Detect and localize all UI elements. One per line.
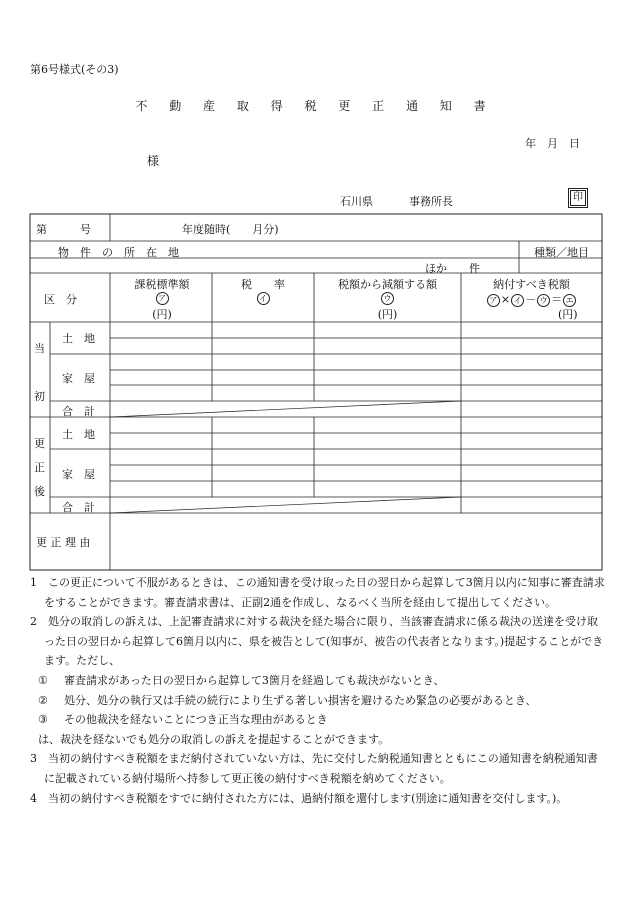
circled-a: ア [156, 292, 169, 305]
original-label-2: 初 [34, 390, 45, 403]
number-label: 第 号 [36, 223, 91, 236]
original-label-1: 当 [34, 342, 45, 355]
division-label: 区 分 [44, 293, 77, 306]
note-2: 2 処分の取消しの訴えは、上記審査請求に対する裁決を経た場合に限り、当該審査請求に係る裁決の送達を受け取った日の翌日から起算して6箇月以内に、県を被告として(知事が、被告の代表者となります。)提起することができます。ただし、 [30, 615, 604, 668]
col-tax-base-symbol [114, 291, 210, 305]
col-payable-label: 納付すべき税額 [493, 278, 570, 291]
note-1: 1 この更正について不服があるときは、この通知書を受け取った日の翌日から起算して3箇月以内に知事に審査請求をすることができます。審査請求書は、正副2通を作成し、なるべく当所を経由して提出してください。 [30, 576, 605, 609]
correction-reason-label: 更 正 理 由 [36, 536, 91, 549]
form-code: 第6号様式(その3) [30, 63, 119, 76]
seal-mark: 印 [570, 190, 586, 206]
note-3: 3 当初の納付すべき税額をまだ納付されていない方は、先に交付した納税通知書とともにこの通知書を納税通知書に記載されている納付場所へ持参して更正後の納付すべき税額を納めてください。 [30, 752, 598, 785]
property-location-label: 物 件 の 所 在 地 [58, 246, 179, 259]
col-tax-rate-symbol [214, 291, 312, 305]
fiscal-year-label: 年度随時( 月分) [182, 223, 279, 236]
corrected-land-label: 土 地 [62, 428, 95, 441]
col-tax-base-unit: (円) [152, 308, 172, 321]
note-2-item-2: ② 処分、処分の執行又は手続の続行により生ずる著しい損害を避けるため緊急の必要があるとき、 [38, 693, 537, 707]
circled-u: ウ [381, 292, 394, 305]
note-2-item-3: ③ その他裁決を経ないことにつき正当な理由があるとき [38, 713, 328, 727]
addressee-suffix: 様 [147, 154, 160, 168]
issuer-office: 事務所長 [409, 195, 453, 208]
date-line: 年 月 日 [525, 137, 580, 150]
circled-u: ウ [537, 294, 550, 307]
notes-section [30, 573, 605, 808]
circled-i: イ [511, 294, 524, 307]
corrected-total-label: 合 計 [62, 501, 95, 514]
circled-e: エ [563, 294, 576, 307]
equals-sign: ＝ [551, 293, 563, 306]
col-reduction-unit: (円) [377, 308, 398, 321]
col-reduction-label: 税額から減額する額 [338, 278, 437, 291]
col-reduction-symbol [316, 291, 459, 305]
original-house-label: 家 屋 [62, 372, 95, 385]
document-title: 不 動 産 取 得 税 更 正 通 知 書 [135, 99, 495, 113]
col-payable-formula [463, 291, 600, 307]
original-land-label: 土 地 [62, 332, 95, 345]
corrected-label-3: 後 [34, 485, 45, 498]
col-tax-base-label: 課税標準額 [134, 278, 190, 291]
property-type-label: 種類／地目 [534, 246, 589, 259]
others-count-label: ほか 件 [425, 262, 480, 275]
col-tax-rate-label: 税 率 [241, 278, 285, 291]
corrected-label-1: 更 [34, 437, 45, 450]
note-2-tail: は、裁決を経ないでも処分の取消しの訴えを提起することができます。 [38, 732, 390, 746]
col-payable-unit: (円) [558, 308, 578, 321]
times-sign: × [500, 293, 511, 306]
note-2-item-1: ① 審査請求があった日の翌日から起算して3箇月を経過しても裁決がないとき、 [38, 673, 445, 687]
note-4: 4 当初の納付すべき税額をすでに納付された方には、過納付額を還付します(別途に通知書を交付します。)。 [30, 791, 568, 805]
circled-i: イ [257, 292, 270, 305]
corrected-house-label: 家 屋 [62, 468, 95, 481]
circled-a: ア [487, 294, 500, 307]
minus-sign: － [525, 293, 537, 306]
original-total-label: 合 計 [62, 405, 95, 418]
issuer-prefecture: 石川県 [340, 195, 373, 208]
corrected-label-2: 正 [34, 461, 45, 474]
